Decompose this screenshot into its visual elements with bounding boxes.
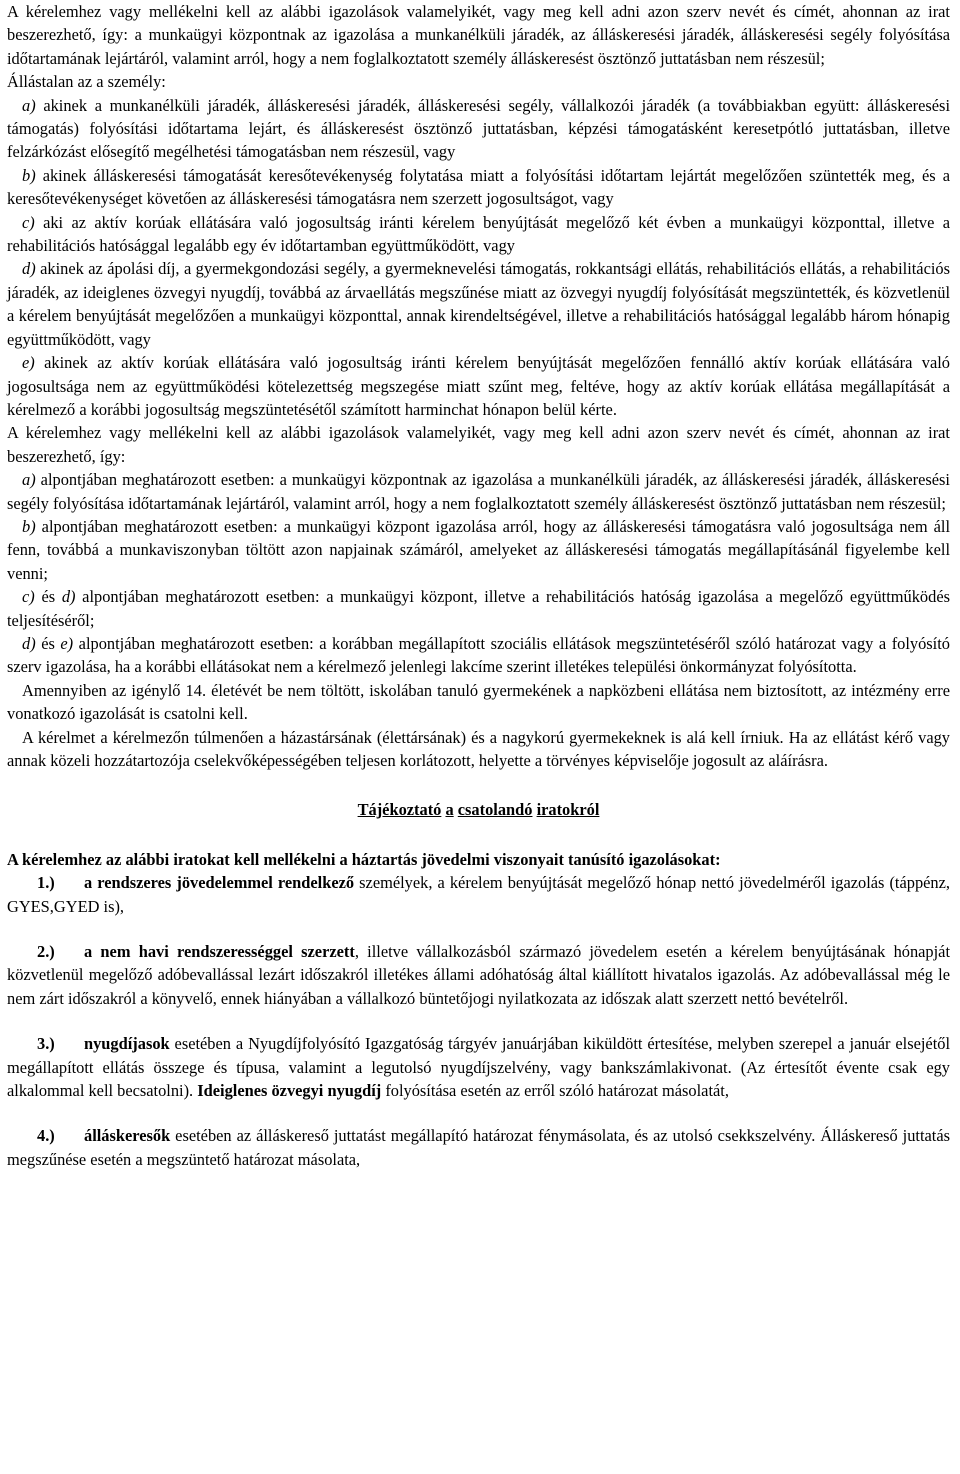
list-item-d: [7, 257, 950, 351]
item-bold: álláskeresők: [84, 1126, 171, 1146]
info-item-1: [7, 871, 950, 918]
item-conj: és: [35, 633, 61, 653]
paragraph-signature: A kérelmet a kérelmezőn túlmenően a házastársának (élettársának) és a nagykorú gyermekeknek is alá kell írniuk. Ha az ellátást kérő vagy annak közeli hozzátartozója cselekvőképességében teljesen korlátozott, helyette a törvényes képviselője jogosult az aláírásra.: [7, 727, 950, 770]
item-text: alpontjában meghatározott esetben: a munkaügyi központ igazolása arról, hogy az álláskeresési támogatásra való jogosultsága nem áll fenn, továbbá a munkaviszonyban töltött azon napjainak számáról, amelyeket az álláskeresési támogatás megállapításánál figyelembe kell venni;: [7, 516, 950, 583]
item-text: alpontjában meghatározott esetben: a korábban megállapított szociális ellátások megszüntetéséről szóló határozat vagy a folyósító szerv igazolása, ha a korábbi ellátásokat nem a kérelmező jelenlegi lakcíme szerint illetékes települési önkormányzat folyósította.: [7, 633, 950, 677]
item-label: b): [22, 165, 36, 185]
attach-item-b: [7, 515, 950, 585]
info-item-3: [7, 1032, 950, 1102]
paragraph-attachments: A kérelemhez vagy mellékelni kell az alábbi igazolások valamelyikét, vagy meg kell adni azon szerv nevét és címét, ahonnan az irat beszerezhető, így:: [7, 423, 950, 466]
item-text: esetében a Nyugdíjfolyósító Igazgatóság tárgyév januárjában kiküldött értesítése, melyben szerepel a január elsejétől megállapított ellátás összege és típusa, valamint a legutolsó nyugdíjszelvény, vagy bankszámlakivonat. (Az értesítőt évente csak egy alkalommal kell becsatolni).: [7, 1034, 950, 1101]
item-label: c): [22, 587, 35, 607]
item-text: akinek a munkanélküli járadék, álláskeresési járadék, álláskeresési segély, vállalkozói járadék (a továbbiakban együtt: álláskeresési támogatás) folyósítási időtartama lejárt, és álláskeresést ösztönző juttatásban, képzési támogatásként keresetpótló juttatásban, illetve felzárkózást elősegítő megélhetési támogatásban nem részesül, vagy: [7, 95, 950, 162]
item-number: 3.): [37, 1034, 55, 1054]
item-label: a): [22, 470, 36, 490]
info-item-4: [7, 1124, 950, 1171]
item-label: b): [22, 516, 36, 536]
item-text: aki az aktív korúak ellátására való jogosultság iránti kérelem benyújtását megelőző két évben a munkaügyi központtal, illetve a rehabilitációs hatósággal legalább egy év időtartamban együttműködött, vagy: [7, 212, 950, 256]
attach-item-de: [7, 632, 950, 679]
item-text: alpontjában meghatározott esetben: a munkaügyi központnak az igazolása a munkanélküli járadék, az álláskeresési járadék, álláskeresési segély folyósítása időtartamának lejártáról, valamint arról, hogy a nem foglalkoztatott személy álláskeresést ösztönző juttatásban nem részesül;: [7, 470, 950, 513]
list-item-a: [7, 94, 950, 164]
item-label: d): [22, 633, 36, 653]
info-lead: A kérelemhez az alábbi iratokat kell mellékelni a háztartás jövedelmi viszonyait tanúsító igazolásokat:: [7, 849, 721, 869]
paragraph-child: Amennyiben az igénylő 14. életévét be nem töltött, iskolában tanuló gyermekének a napközbeni ellátása nem biztosított, az intézmény erre vonatkozó igazolását is csatolni kell.: [7, 680, 950, 724]
item-label-2: e): [60, 633, 74, 653]
title-word: Tájékoztató: [357, 800, 442, 820]
item-number: 2.): [37, 942, 55, 962]
info-item-2: [7, 940, 950, 1010]
item-number: 4.): [37, 1126, 55, 1146]
list-item-e: [7, 351, 950, 421]
title-word: iratokról: [536, 800, 600, 820]
list-item-b: [7, 164, 950, 211]
list-item-c: [7, 211, 950, 258]
item-label: c): [22, 212, 35, 232]
title-word: csatolandó: [457, 800, 533, 820]
title-word: a: [445, 800, 454, 820]
item-bold: a rendszeres jövedelemmel rendelkező: [84, 873, 355, 893]
item-bold-2: Ideiglenes özvegyi nyugdíj: [197, 1081, 382, 1101]
paragraph-intro: A kérelemhez vagy mellékelni kell az alábbi igazolások valamelyikét, vagy meg kell adni azon szerv nevét és címét, ahonnan az irat beszerezhető, így: a munkaügyi központnak az igazolása a munkanélküli járadék, az álláskeresési járadék, álláskeresési segély folyósítása időtartamának lejártáról, valamint arról, hogy a nem foglalkoztatott személy álláskeresést ösztönző juttatásban nem részesül;: [7, 2, 950, 68]
item-text: , illetve vállalkozásból származó jövedelem esetén a kérelem benyújtásának hónapját közvetlenül megelőző adóbevallással lezárt időszakról illetékes állami adóhatóság által kiállított hivatalos igazolás. Az adóbevallással még le nem zárt időszakról a könyvelő, ennek hiányában a vállalkozó büntetőjogi nyilatkozata az időszak alatt szerzett nettó bevételről.: [7, 942, 951, 1008]
item-text: alpontjában meghatározott esetben: a munkaügyi központ, illetve a rehabilitációs hatóság igazolása a megelőző együttműködés teljesítéséről;: [7, 587, 950, 630]
item-label: d): [22, 259, 36, 279]
item-label: a): [22, 95, 36, 115]
item-text: esetében az álláskereső juttatást megállapító határozat fénymásolata, és az utolsó csekkszelvény. Álláskereső juttatás megszűnése esetén a megszüntető határozat másolata,: [7, 1126, 950, 1169]
item-bold: a nem havi rendszerességgel szerzett: [84, 942, 355, 962]
heading-unemployed: Állástalan az a személy:: [7, 72, 166, 92]
attach-item-a: [7, 468, 950, 515]
info-title: [7, 798, 950, 821]
item-conj: és: [34, 587, 62, 607]
item-text-2: folyósítása esetén az erről szóló határozat másolatát,: [381, 1081, 729, 1101]
item-text: akinek álláskeresési támogatását keresőtevékenység folytatása miatt a folyósítási időtartam lejártát megelőzően szüntették meg, és a keresőtevékenységet követően az álláskeresési támogatásra nem szerzett jogosultságot, vagy: [7, 165, 950, 209]
item-text: akinek az aktív korúak ellátására való jogosultság iránti kérelem benyújtását megelőzően fennálló aktív korúak ellátására való jogosultsága nem az együttműködési kötelezettség megszegése miatt szűnt meg, feltéve, hogy az aktív korúak ellátása megállapítását a kérelmező a korábbi jogosultság megszüntetésétől számított harminchat hónapon belül kérte.: [7, 353, 950, 419]
attach-item-cd: [7, 585, 950, 632]
item-label: e): [22, 353, 35, 373]
item-text: akinek az ápolási díj, a gyermekgondozási segély, a gyermeknevelési támogatás, rokkantsági ellátás, rehabilitációs ellátás, a rehabilitációs járadék, az ideiglenes özvegyi nyugdíj, továbbá az árvaellátás megszűnése miatt az özvegyi nyugdíj folyósítását megszüntették, és közvetlenül a kérelem benyújtását megelőzően a munkaügyi központtal, annak kirendeltségével, illetve a rehabilitációs hatósággal legalább három hónapig együttműködött, vagy: [7, 259, 950, 349]
item-bold: nyugdíjasok: [84, 1034, 170, 1054]
item-number: 1.): [37, 873, 55, 893]
item-label-2: d): [61, 587, 76, 607]
item-text: személyek, a kérelem benyújtását megelőző hónap nettó jövedelméről igazolás (táppénz, GYES,GYED is),: [7, 873, 950, 916]
